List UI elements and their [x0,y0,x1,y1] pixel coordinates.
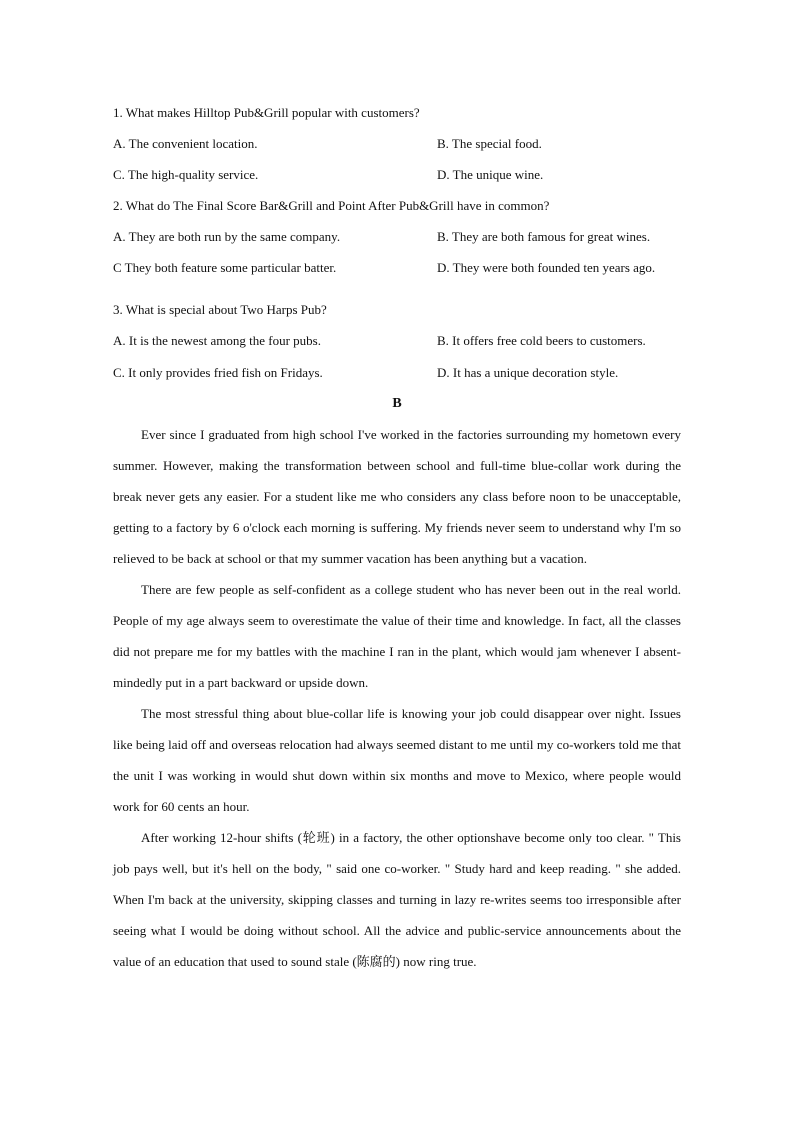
section-heading: B [392,396,402,411]
question-1-option-d: D. The unique wine. [437,167,544,182]
question-3-option-c: C. It only provides fried fish on Fridays. [113,365,323,380]
question-3-option-d: D. It has a unique decoration style. [437,365,619,380]
passage-body [113,419,681,977]
question-1: 1. What makes Hilltop Pub&Grill popular with customers? [113,105,420,120]
question-2-option-a: A. They are both run by the same company. [113,229,341,244]
question-1-option-a: A. The convenient location. [113,136,258,151]
question-3: 3. What is special about Two Harps Pub? [113,302,327,317]
passage-paragraph-3: The most stressful thing about blue-collar life is knowing your job could disappear over night. Issues like being laid off and overseas relocation had always seemed distant to me until my co-workers told me that the unit I was working in would shut down within six months and move to Mexico, where people would work for 60 cents an hour. [113,706,681,814]
passage-paragraph-2: There are few people as self-confident as a college student who has never been out in the real world. People of my age always seem to overestimate the value of their time and knowledge. In fact, all the classes did not prepare me for my battles with the machine I ran in the plant, which would jam whenever I absent-mindedly put in a part backward or upside down. [113,582,681,690]
question-2-option-b: B. They are both famous for great wines. [437,229,651,244]
passage-paragraph-1: Ever since I graduated from high school I've worked in the factories surrounding my hometown every summer. However, making the transformation between school and full-time blue-collar work during the break never gets any easier. For a student like me who considers any class before noon to be unacceptable, getting to a factory by 6 o'clock each morning is suffering. My friends never seem to understand why I'm so relieved to be back at school or that my summer vacation has been anything but a vacation. [113,427,681,566]
passage-paragraph-4: After working 12-hour shifts (轮班) in a factory, the other optionshave become only too clear. " This job pays well, but it's hell on the body, " said one co-worker. " Study hard and keep reading. " she added. When I'm back at the university, skipping classes and turning in lazy re-writes seems too irresponsible after seeing what I would be doing without school. All the advice and public-service announcements about the value of an education that used to sound stale (陈腐的) now ring true. [113,830,681,969]
question-1-option-c: C. The high-quality service. [113,167,259,182]
question-3-option-a: A. It is the newest among the four pubs. [113,333,321,348]
question-3-option-b: B. It offers free cold beers to customers. [437,333,646,348]
question-1-option-b: B. The special food. [437,136,542,151]
question-2: 2. What do The Final Score Bar&Grill and Point After Pub&Grill have in common? [113,198,550,213]
question-2-option-c: C They both feature some particular batter. [113,260,337,275]
question-2-option-d: D. They were both founded ten years ago. [437,260,656,275]
